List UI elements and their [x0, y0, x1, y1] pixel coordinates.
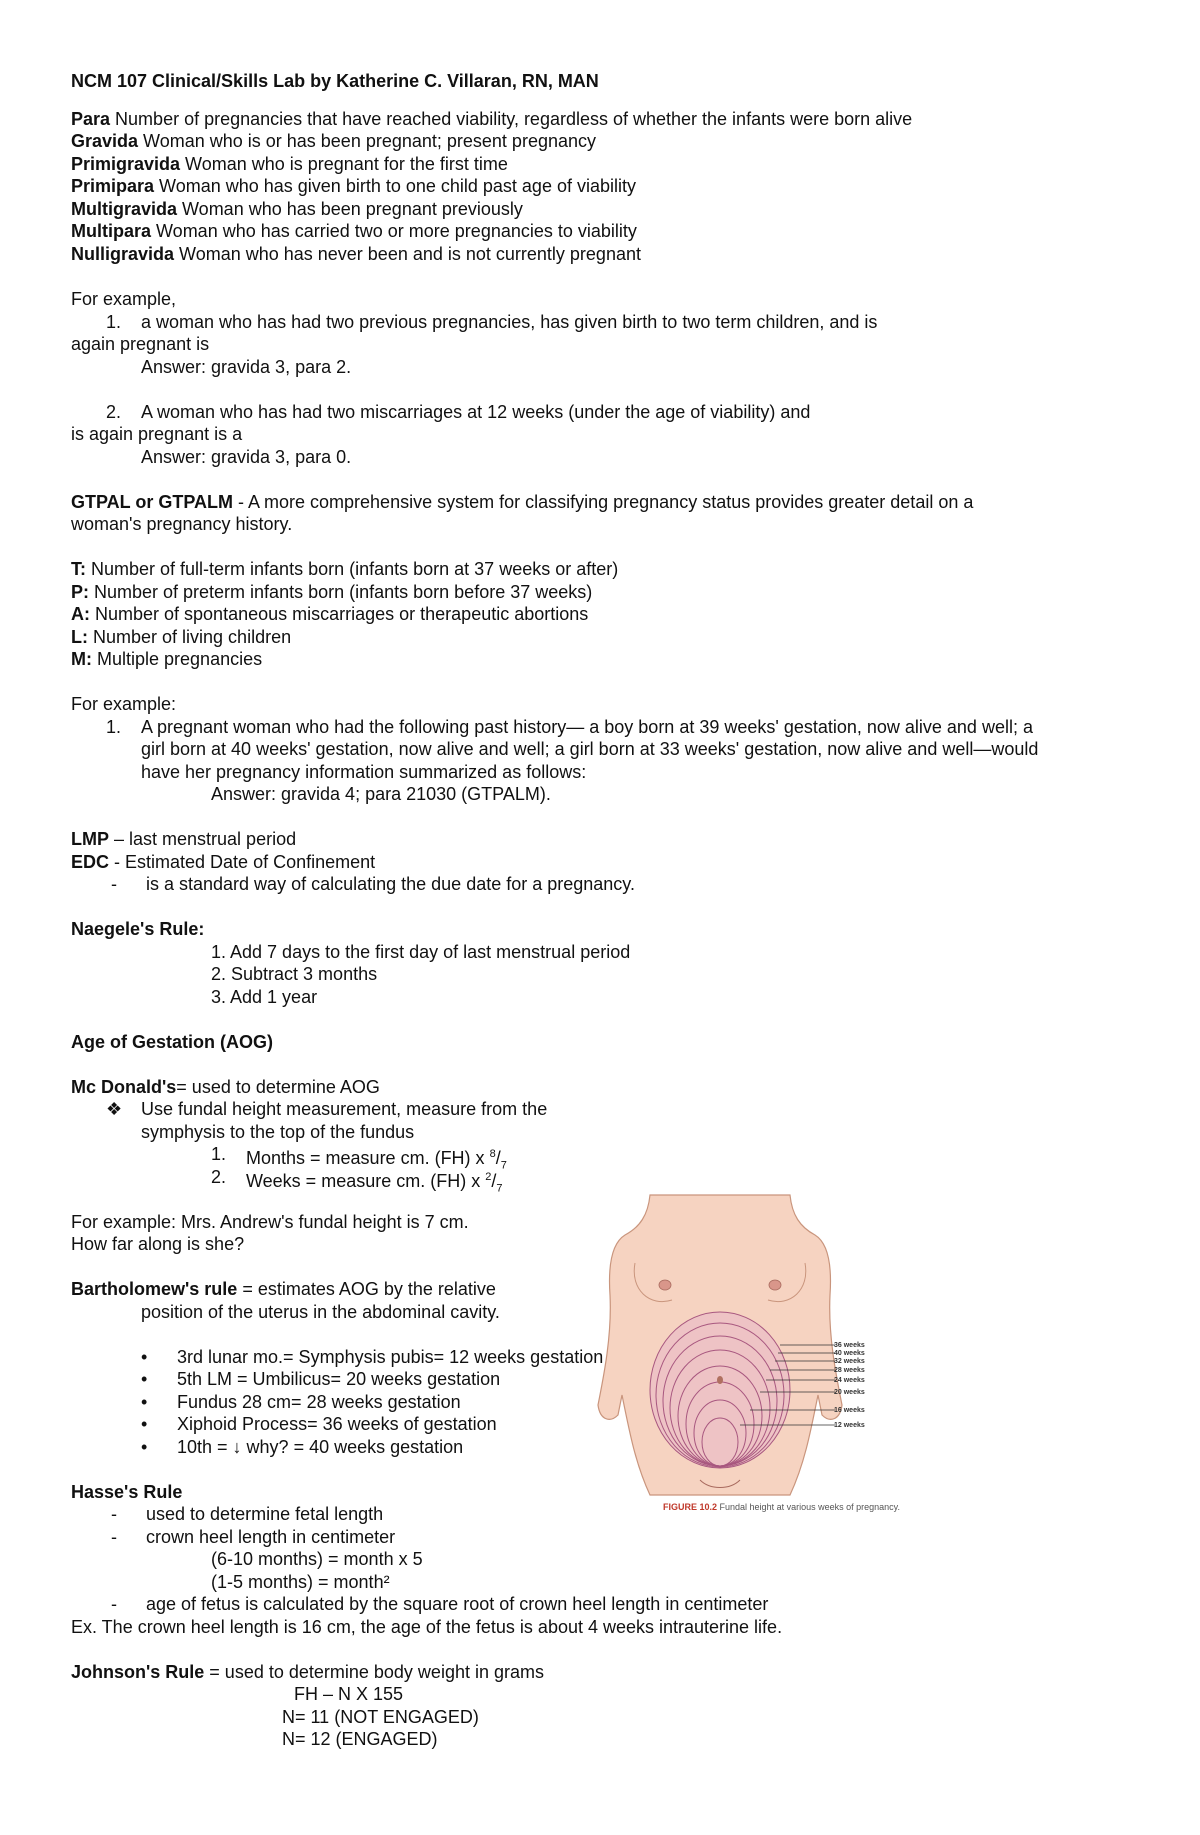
- naegele-step-3: 3. Add 1 year: [211, 987, 318, 1007]
- johnson-definition: Johnson's Rule = used to determine body weight in grams: [71, 1662, 544, 1682]
- gtpal-example-intro: For example:: [71, 694, 177, 714]
- mcdonald-example: For example: Mrs. Andrew's fundal height is 7 cm.: [71, 1212, 469, 1232]
- naegele-step-2: 2. Subtract 3 months: [211, 964, 378, 984]
- term-gravida: Gravida Woman who is or has been pregnant; present pregnancy: [71, 131, 596, 151]
- gtpal-example-text-end: have her pregnancy information summarized as follows:: [141, 762, 587, 782]
- lmp-definition: LMP – last menstrual period: [71, 829, 297, 849]
- example-2-text: A woman who has had two miscarriages at 12 weeks (under the age of viability) and: [141, 402, 811, 422]
- svg-text:12 weeks: 12 weeks: [834, 1422, 865, 1429]
- gtpal-m: M: Multiple pregnancies: [71, 649, 263, 669]
- hasse-dash-3: -: [111, 1594, 117, 1614]
- mcdonald-definition: Mc Donald's= used to determine AOG: [71, 1077, 380, 1097]
- gtpal-definition-cont: woman's pregnancy history.: [71, 514, 293, 534]
- mcdonald-point-cont: symphysis to the top of the fundus: [141, 1122, 415, 1142]
- term-multipara: Multipara Woman who has carried two or more pregnancies to viability: [71, 221, 637, 241]
- example-1-text-cont: again pregnant is: [71, 334, 210, 354]
- fundal-height-figure: [590, 1195, 865, 1505]
- mcdonald-formula-months: Months = measure cm. (FH) x $^8/_7$: [246, 1148, 507, 1172]
- johnson-n-not-engaged: N= 11 (NOT ENGAGED): [282, 1707, 479, 1727]
- gtpal-example-number: 1.: [106, 717, 122, 737]
- hasse-item-1: used to determine fetal length: [146, 1504, 384, 1524]
- svg-text:20 weeks: 20 weeks: [834, 1389, 865, 1396]
- term-primigravida: Primigravida Woman who is pregnant for the first time: [71, 154, 508, 174]
- bartholomew-item-3: • Fundus 28 cm= 28 weeks gestation: [141, 1392, 461, 1412]
- gtpal-example-answer: Answer: gravida 4; para 21030 (GTPALM).: [211, 784, 551, 804]
- example-1-number: 1.: [106, 312, 122, 332]
- gtpal-t: T: Number of full-term infants born (infants born at 37 weeks or after): [71, 559, 619, 579]
- mcdonald-formula-weeks-number: 2.: [211, 1167, 227, 1187]
- term-para: Para Number of pregnancies that have reached viability, regardless of whether the infants were born alive: [71, 109, 913, 129]
- diamond-bullet-icon: ❖: [106, 1099, 123, 1119]
- term-multigravida: Multigravida Woman who has been pregnant previously: [71, 199, 523, 219]
- example-1-text: a woman who has had two previous pregnancies, has given birth to two term children, and is: [141, 312, 878, 332]
- svg-text:36 weeks: 36 weeks: [834, 1342, 865, 1349]
- gtpal-l: L: Number of living children: [71, 627, 292, 647]
- hasse-calc-1: (6-10 months) = month x 5: [211, 1549, 423, 1569]
- johnson-n-engaged: N= 12 (ENGAGED): [282, 1729, 438, 1749]
- bartholomew-item-4: • Xiphoid Process= 36 weeks of gestation: [141, 1414, 497, 1434]
- mcdonald-example-question: How far along is she?: [71, 1234, 245, 1254]
- hasse-item-3: age of fetus is calculated by the square root of crown heel length in centimeter: [146, 1594, 769, 1614]
- example-2-number: 2.: [106, 402, 122, 422]
- pregnant-torso-illustration: [590, 1195, 865, 1500]
- svg-text:32 weeks: 32 weeks: [834, 1358, 865, 1365]
- naegele-heading: Naegele's Rule:: [71, 919, 205, 939]
- bartholomew-item-5: • 10th = ↓ why? = 40 weeks gestation: [141, 1437, 464, 1457]
- example-2-answer: Answer: gravida 3, para 0.: [141, 447, 352, 467]
- bartholomew-definition-cont: position of the uterus in the abdominal cavity.: [141, 1302, 500, 1322]
- hasse-dash-1: -: [111, 1504, 117, 1524]
- gtpal-a: A: Number of spontaneous miscarriages or therapeutic abortions: [71, 604, 589, 624]
- edc-note: is a standard way of calculating the due date for a pregnancy.: [146, 874, 635, 894]
- hasse-dash-2: -: [111, 1527, 117, 1547]
- figure-caption: FIGURE 10.2 Fundal height at various weeks of pregnancy.: [663, 1502, 900, 1512]
- johnson-formula: FH – N X 155: [294, 1684, 404, 1704]
- svg-text:28 weeks: 28 weeks: [834, 1367, 865, 1374]
- svg-text:16 weeks: 16 weeks: [834, 1407, 865, 1414]
- bartholomew-definition: Bartholomew's rule = estimates AOG by the relative: [71, 1279, 496, 1299]
- mcdonald-point: Use fundal height measurement, measure from the: [141, 1099, 548, 1119]
- edc-dash: -: [111, 874, 117, 894]
- bartholomew-item-2: • 5th LM = Umbilicus= 20 weeks gestation: [141, 1369, 501, 1389]
- bartholomew-item-1: • 3rd lunar mo.= Symphysis pubis= 12 weeks gestation: [141, 1347, 604, 1367]
- aog-heading: Age of Gestation (AOG): [71, 1032, 273, 1052]
- edc-definition: EDC - Estimated Date of Confinement: [71, 852, 376, 872]
- mcdonald-formula-weeks: Weeks = measure cm. (FH) x $^2/_7$: [246, 1171, 503, 1195]
- gtpal-example-text: A pregnant woman who had the following past history— a boy born at 39 weeks' gestation, now alive and well; a: [141, 717, 1033, 737]
- mcdonald-formula-months-number: 1.: [211, 1144, 227, 1164]
- term-primipara: Primipara Woman who has given birth to one child past age of viability: [71, 176, 636, 196]
- hasse-item-2: crown heel length in centimeter: [146, 1527, 396, 1547]
- svg-text:40 weeks: 40 weeks: [834, 1350, 865, 1357]
- hasse-calc-2: (1-5 months) = month²: [211, 1572, 390, 1592]
- example-2-text-cont: is again pregnant is a: [71, 424, 243, 444]
- hasse-example: Ex. The crown heel length is 16 cm, the age of the fetus is about 4 weeks intrauterine life.: [71, 1617, 783, 1637]
- example-intro: For example,: [71, 289, 177, 309]
- hasse-heading: Hasse's Rule: [71, 1482, 183, 1502]
- example-1-answer: Answer: gravida 3, para 2.: [141, 357, 352, 377]
- gtpal-example-text-cont: girl born at 40 weeks' gestation, now alive and well; a girl born at 33 weeks' gestation, now alive and well—would: [141, 739, 1039, 759]
- gtpal-p: P: Number of preterm infants born (infants born before 37 weeks): [71, 582, 593, 602]
- gtpal-definition: GTPAL or GTPALM - A more comprehensive system for classifying pregnancy status provides greater detail on a: [71, 492, 974, 512]
- document-title: NCM 107 Clinical/Skills Lab by Katherine C. Villaran, RN, MAN: [71, 71, 599, 91]
- svg-text:24 weeks: 24 weeks: [834, 1377, 865, 1384]
- naegele-step-1: 1. Add 7 days to the first day of last menstrual period: [211, 942, 631, 962]
- term-nulligravida: Nulligravida Woman who has never been and is not currently pregnant: [71, 244, 641, 264]
